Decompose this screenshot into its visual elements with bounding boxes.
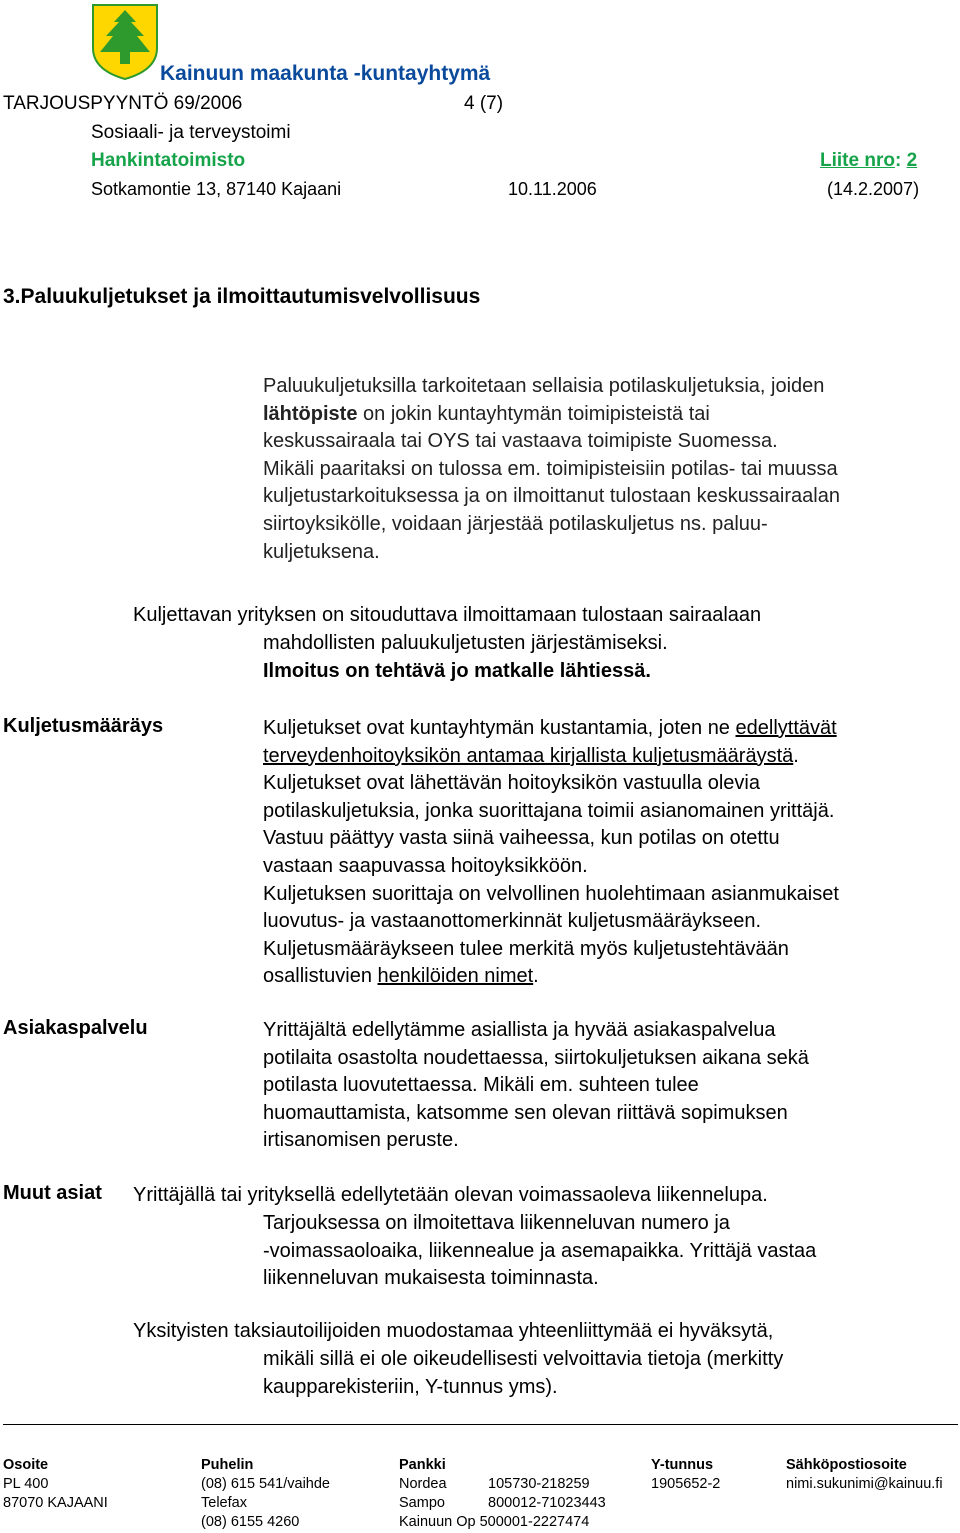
kuljetusmaarays-text <box>263 715 839 991</box>
organization-name: Kainuun maakunta -kuntayhtymä <box>160 62 491 85</box>
text-line: huomauttamista, katsomme sen olevan riittävä sopimuksen <box>263 1101 788 1124</box>
footer-value: 800012-71023443 <box>488 1495 606 1511</box>
intro-line: kuljetuksena. <box>263 540 380 563</box>
text-line: Kuljetuksen suorittaja on velvollinen huolehtimaan asianmukaiset <box>263 882 839 905</box>
text-line: Kuljetukset ovat lähettävän hoitoyksikön vastuulla olevia <box>263 772 760 795</box>
footer-puhelin <box>201 1456 330 1532</box>
intro-line-rest: on jokin kuntayhtymän toimipisteistä tai <box>357 402 710 425</box>
footer-email <box>786 1456 943 1494</box>
intro-line: keskussairaala tai OYS tai vastaava toimipiste Suomessa. <box>263 430 778 453</box>
text-span: osallistuvien <box>263 965 378 988</box>
footer-email-value[interactable]: nimi.sukunimi@kainuu.fi <box>786 1476 943 1492</box>
footer-value: Kainuun Op 500001-2227474 <box>399 1514 590 1530</box>
text-span: Kuljetukset ovat kuntayhtymän kustantamia, joten ne <box>263 717 736 739</box>
text-line: Yrittäjältä edellytämme asiallista ja hyvää asiakaspalvelua <box>263 1019 776 1041</box>
footer-divider <box>3 1424 958 1425</box>
footer-tilit <box>488 1475 606 1513</box>
attachment-separator: : <box>894 150 902 171</box>
date-revised: (14.2.2007) <box>827 179 920 199</box>
attachment-label: Liite nro <box>820 150 895 171</box>
text-line: kaupparekisteriin, Y-tunnus yms). <box>263 1375 558 1398</box>
footer-heading: Sähköpostiosoite <box>786 1457 907 1473</box>
footer-heading: Y-tunnus <box>651 1457 714 1473</box>
intro-bold-term: lähtöpiste <box>263 402 358 425</box>
text-span: . <box>533 965 539 988</box>
text-line: mikäli sillä ei ole oikeudellisesti velvoittavia tietoja (merkitty <box>263 1348 784 1370</box>
notice-line-3: Ilmoitus on tehtävä jo matkalle lähtiessä. <box>263 660 651 682</box>
intro-paragraph <box>263 373 840 566</box>
text-span: . <box>793 744 799 767</box>
kuljetusmaarays-label: Kuljetusmääräys <box>3 715 164 737</box>
underlined-span: henkilöiden nimet <box>377 965 534 988</box>
page-number: 4 (7) <box>464 93 504 114</box>
yksityiset-line-1: Yksityisten taksiautoilijoiden muodostamaa yhteenliittymää ei hyväksytä, <box>133 1320 774 1342</box>
footer-value: Sampo <box>399 1495 445 1511</box>
intro-line <box>263 401 840 429</box>
muut-asiat-label: Muut asiat <box>3 1182 102 1204</box>
notice-line-1: Kuljettavan yrityksen on sitouduttava ilmoittamaan tulostaan sairaalaan <box>133 604 762 626</box>
text-line: irtisanomisen peruste. <box>263 1129 459 1152</box>
footer-value: (08) 615 541/vaihde <box>201 1476 330 1492</box>
attachment-number <box>820 148 917 174</box>
asiakaspalvelu-label: Asiakaspalvelu <box>3 1017 148 1039</box>
footer-value: 1905652-2 <box>651 1476 721 1492</box>
text-line: potilaskuljetuksia, jonka suorittajana toimii asianomainen yrittäjä. <box>263 799 835 822</box>
footer-value: PL 400 <box>3 1476 49 1492</box>
intro-line: Paluukuljetuksilla tarkoitetaan sellaisia potilaskuljetuksia, joiden <box>263 375 825 397</box>
text-line: -voimassaoloaika, liikennealue ja asemapaikka. Yrittäjä vastaa <box>263 1239 817 1262</box>
department: Sosiaali- ja terveystoimi <box>91 122 291 143</box>
underlined-span: terveydenhoitoyksikön antamaa kirjallista kuljetusmääräystä <box>263 744 794 767</box>
document-title: TARJOUSPYYNTÖ 69/2006 <box>3 93 243 114</box>
attachment-value: 2 <box>906 150 918 171</box>
text-line: potilasta luovutettaessa. Mikäli em. suhteen tulee <box>263 1074 699 1097</box>
text-line <box>263 743 839 771</box>
text-line: luovutus- ja vastaanottomerkinnät kuljetusmääräykseen. <box>263 910 762 933</box>
intro-line: kuljetustarkoituksessa ja on ilmoittanut tulostaan keskussairaalan <box>263 485 840 508</box>
yksityiset-text <box>263 1346 783 1401</box>
text-line: liikenneluvan mukaisesta toiminnasta. <box>263 1267 599 1290</box>
text-line <box>263 963 839 991</box>
notice-line-2: mahdollisten paluukuljetusten järjestämiseksi. <box>263 632 668 654</box>
muut-asiat-line-1: Yrittäjällä tai yrityksellä edellytetään olevan voimassaoleva liikennelupa. <box>133 1184 768 1206</box>
footer-heading: Puhelin <box>201 1457 254 1473</box>
address: Sotkamontie 13, 87140 Kajaani <box>91 179 342 199</box>
coat-of-arms-logo <box>92 4 158 80</box>
intro-line: siirtoyksikölle, voidaan järjestää potilaskuljetus ns. paluu- <box>263 512 768 535</box>
text-line <box>263 715 839 743</box>
footer-value: Nordea <box>399 1476 447 1492</box>
footer-heading: Osoite <box>3 1457 49 1473</box>
footer-ytunnus <box>651 1456 720 1494</box>
footer-heading: Pankki <box>399 1457 446 1473</box>
text-line: potilaita osastolta noudettaessa, siirtokuljetuksen aikana sekä <box>263 1046 809 1069</box>
text-line: Tarjouksessa on ilmoitettava liikenneluvan numero ja <box>263 1212 730 1234</box>
footer-value: 105730-218259 <box>488 1476 590 1492</box>
section-title: 3.Paluukuljetukset ja ilmoittautumisvelvollisuus <box>3 285 481 308</box>
footer-value: 87070 KAJAANI <box>3 1495 108 1511</box>
footer-value: Telefax <box>201 1495 247 1511</box>
unit-name: Hankintatoimisto <box>91 150 246 171</box>
date: 10.11.2006 <box>508 179 597 199</box>
text-line: Vastuu päättyy vasta siinä vaiheessa, kun potilas on otettu <box>263 827 780 850</box>
muut-asiat-text <box>263 1210 816 1293</box>
underlined-span: edellyttävät <box>735 717 837 739</box>
footer-value: (08) 6155 4260 <box>201 1514 300 1530</box>
text-line: Kuljetusmääräykseen tulee merkitä myös kuljetustehtävään <box>263 937 789 960</box>
asiakaspalvelu-text <box>263 1017 809 1155</box>
intro-line: Mikäli paaritaksi on tulossa em. toimipisteisiin potilas- tai muussa <box>263 457 838 480</box>
text-line: vastaan saapuvassa hoitoyksikköön. <box>263 854 588 877</box>
footer-osoite <box>3 1456 108 1513</box>
